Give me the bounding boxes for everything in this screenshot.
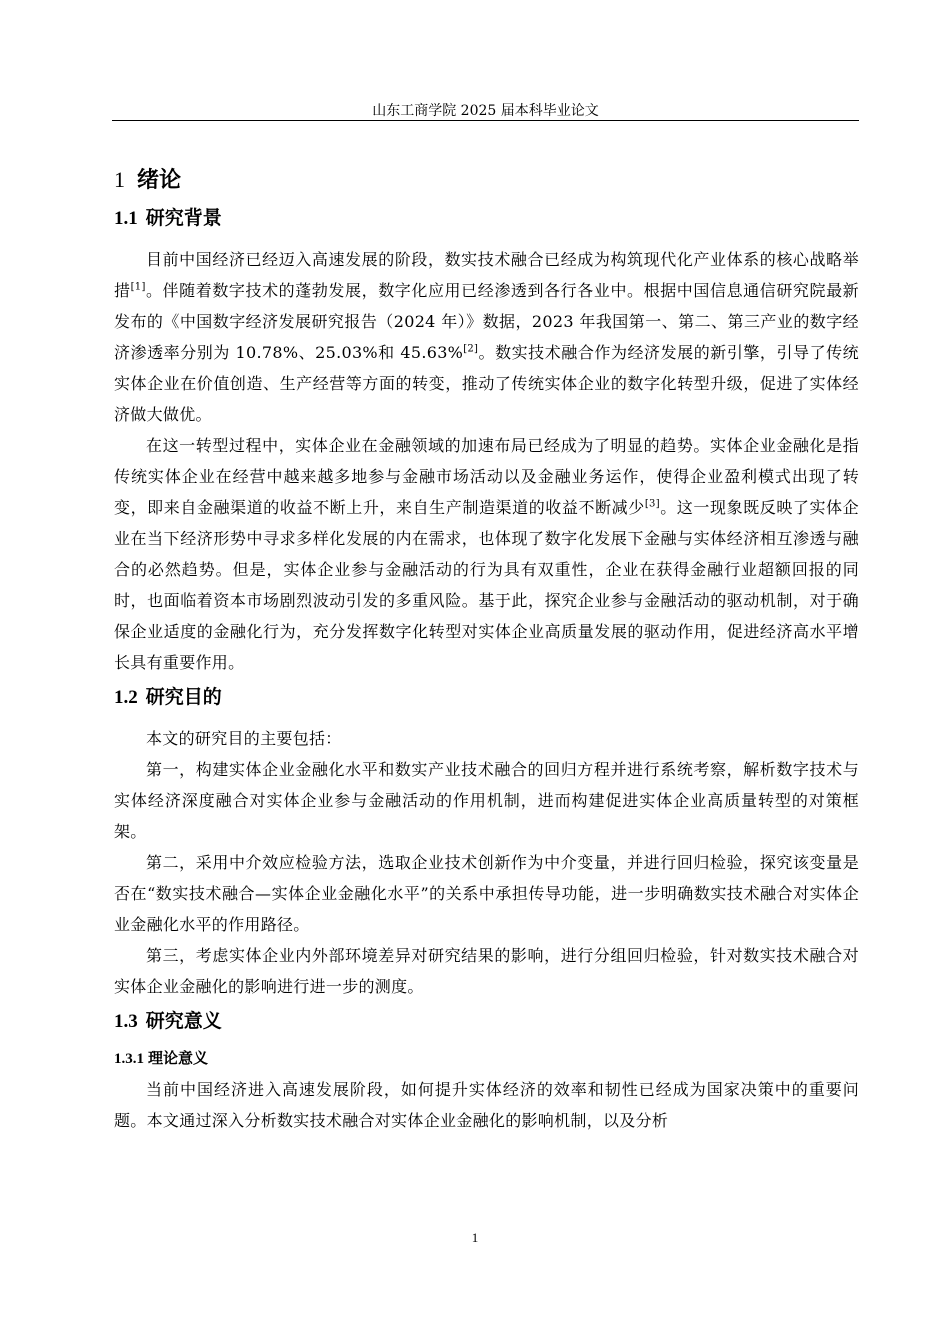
subsection-title: 理论意义 [148, 1049, 209, 1067]
purpose-paragraph-2: 第一，构建实体企业金融化水平和数实产业技术融合的回归方程并进行系统考察，解析数字技术与实体经济深度融合对实体企业参与金融活动的作用机制，进而构建促进实体企业高质量转型的对策框架。 [114, 760, 859, 841]
section-number: 1.3 [114, 1011, 138, 1032]
running-header: 山东工商学院 2025 届本科毕业论文 [372, 103, 599, 119]
header-rule [112, 120, 859, 121]
section-title: 研究意义 [145, 1010, 222, 1032]
chapter-heading [114, 164, 859, 197]
page-body [114, 164, 859, 1136]
citation: [2] [463, 343, 479, 355]
chapter-title: 绪论 [137, 168, 182, 193]
section-heading-significance [114, 1006, 859, 1037]
chapter-number: 1 [114, 167, 125, 192]
subsection-heading-theory [114, 1045, 859, 1072]
purpose-paragraph-3: 第二，采用中介效应检验方法，选取企业技术创新作为中介变量，并进行回归检验，探究该变量是否在“数实技术融合—实体企业金融化水平”的关系中承担传导功能，进一步明确数实技术融合对实体企业金融化水平的作用路径。 [114, 853, 859, 934]
section-number: 1.1 [114, 208, 138, 229]
purpose-paragraph-1: 本文的研究目的主要包括： [146, 729, 342, 748]
page-number: 1 [471, 1230, 479, 1245]
section-title: 研究背景 [145, 207, 222, 229]
section-heading-purpose [114, 682, 859, 713]
section-heading-background [114, 203, 859, 234]
background-paragraph-2: 在这一转型过程中，实体企业在金融领域的加速布局已经成为了明显的趋势。实体企业金融化是指传统实体企业在经营中越来越多地参与金融市场活动以及金融业务运作，使得企业盈利模式出现了转变，即来自金融渠道的收益不断上升，来自生产制造渠道的收益不断减少[3]。这一现象既反映了实体企业在当下经济形势中寻求多样化发展的内在需求，也体现了数字化发展下金融与实体经济相互渗透与融合的必然趋势。但是，实体企业参与金融活动的行为具有双重性，企业在获得金融行业超额回报的同时，也面临着资本市场剧烈波动引发的多重风险。基于此，探究企业参与金融活动的驱动机制，对于确保企业适度的金融化行为，充分发挥数字化转型对实体企业高质量发展的驱动作用，促进经济高水平增长具有重要作用。 [114, 436, 859, 672]
section-title: 研究目的 [145, 686, 222, 708]
purpose-paragraph-4: 第三，考虑实体企业内外部环境差异对研究结果的影响，进行分组回归检验，针对数实技术融合对实体企业金融化的影响进行进一步的测度。 [114, 946, 859, 996]
theory-paragraph-1: 当前中国经济进入高速发展阶段，如何提升实体经济的效率和韧性已经成为国家决策中的重要问题。本文通过深入分析数实技术融合对实体企业金融化的影响机制，以及分析 [114, 1080, 859, 1130]
citation: [1] [130, 281, 146, 293]
section-number: 1.2 [114, 687, 138, 708]
citation: [3] [644, 498, 660, 510]
background-paragraph-1: 目前中国经济已经迈入高速发展的阶段，数实技术融合已经成为构筑现代化产业体系的核心战略举措[1]。伴随着数字技术的蓬勃发展，数字化应用已经渗透到各行各业中。根据中国信息通信研究院最新发布的《中国数字经济发展研究报告（2024 年）》数据，2023 年我国第一、第二、第三产业的数字经济渗透率分别为 10.78%、25.03%和 45.63%[2]。数实技术融合作为经济发展的新引擎，引导了传统实体企业在价值创造、生产经营等方面的转变，推动了传统实体企业的数字化转型升级，促进了实体经济做大做优。 [114, 250, 859, 424]
subsection-number: 1.3.1 [114, 1051, 144, 1067]
